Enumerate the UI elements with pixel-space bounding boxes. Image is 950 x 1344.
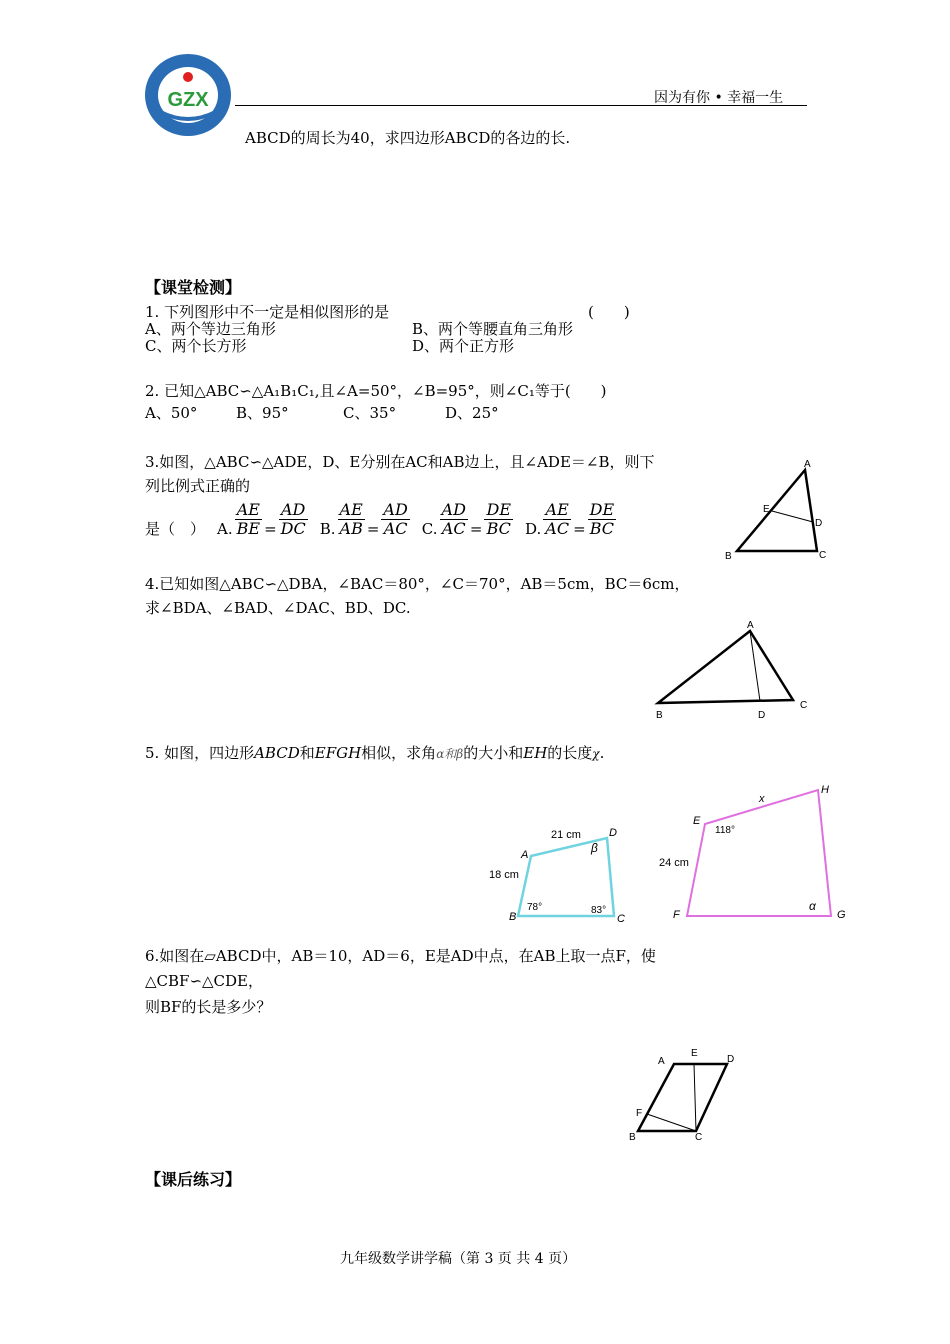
q5-label-e: E (693, 815, 701, 827)
q3-label-a: A (804, 459, 811, 470)
prev-problem-text: ABCD的周长为40，求四边形ABCD的各边的长. (245, 129, 571, 147)
q5-ang-b: 78° (527, 902, 543, 913)
q5-beta: β (591, 841, 598, 855)
q3-opt-b-label: B. (319, 519, 336, 538)
school-logo (143, 52, 233, 138)
q5-label-b: B (509, 911, 517, 923)
q3-options (145, 497, 618, 541)
q3-c-left-frac: $\frac{AD}{AC}$ (441, 499, 466, 538)
q5-label-g: G (837, 909, 846, 921)
q5-label-h: H (821, 784, 829, 796)
q6-label-e: E (691, 1048, 698, 1059)
q3-label-e: E (763, 504, 770, 515)
q3-d-eq: = (573, 519, 586, 538)
q2-option-b: B、95° (236, 404, 289, 422)
q6-line2: △CBF∽△CDE， (145, 972, 264, 990)
page-footer: 九年级数学讲学稿（第 3 页 共 4 页） (340, 1251, 577, 1267)
q4-label-d: D (758, 710, 766, 721)
q3-b-right-frac: $\frac{AD}{AC}$ (383, 499, 408, 538)
q1-option-c: C、两个长方形 (145, 337, 247, 355)
section-title-after: 【课后练习】 (145, 1170, 242, 1189)
q4-label-a: A (747, 620, 754, 631)
q5-figure-efgh (655, 778, 855, 928)
q1-paren: ( ) (588, 303, 630, 321)
q5-stem: 5. 如图，四边形ABCD和EFGH相似，求角α和β的大小和EH的长度χ. (145, 744, 605, 762)
q6-label-b: B (629, 1132, 636, 1143)
q1-stem: 1. 下列图形中不一定是相似图形的是 (145, 303, 390, 321)
section-title-check: 【课堂检测】 (145, 278, 242, 297)
header-rule (235, 105, 807, 106)
q6-line3: 则BF的长是多少？ (145, 998, 272, 1016)
q3-a-right-frac: $\frac{AD}{DC}$ (280, 499, 306, 538)
q3-line1: 3.如图，△ABC∽△ADE，D、E分别在AC和AB边上，且∠ADE＝∠B，则下 (145, 453, 655, 471)
q5-alpha: α (809, 899, 816, 913)
q2-option-c: C、35° (343, 404, 397, 422)
q5-figure-abcd (485, 818, 635, 928)
q4-line1: 4.已知如图△ABC∽△DBA，∠BAC＝80°，∠C＝70°，AB＝5cm，BC＝6cm， (145, 575, 690, 593)
q3-d-right-frac: $\frac{DE}{BC}$ (589, 499, 615, 538)
q2-stem: 2. 已知△ABC∽△A₁B₁C₁,且∠A=50°，∠B=95°，则∠C₁等于( ) (145, 382, 607, 400)
q1-option-a: A、两个等边三角形 (145, 320, 276, 338)
q5-len-ab: 18 cm (489, 869, 519, 881)
q6-label-d: D (727, 1054, 735, 1065)
q6-figure (625, 1042, 745, 1147)
q3-b-eq: = (366, 519, 380, 538)
q6-label-a: A (658, 1056, 665, 1067)
q6-line1: 6.如图在▱ABCD中，AB＝10，AD＝6，E是AD中点，在AB上取一点F，使 (145, 947, 656, 965)
q5-len-ef: 24 cm (659, 857, 689, 869)
q3-c-right-frac: $\frac{DE}{BC}$ (486, 499, 511, 538)
q5-label-f: F (673, 909, 680, 921)
q3-b-left-frac: $\frac{AE}{AB}$ (339, 499, 363, 538)
q3-opt-c-label: C. (421, 519, 438, 538)
logo-text: GZX (167, 89, 209, 111)
header-slogan: 因为有你 • 幸福一生 (654, 90, 784, 106)
q2-option-d: D、25° (445, 404, 499, 422)
q1-option-b: B、两个等腰直角三角形 (412, 320, 574, 338)
q3-c-eq: = (469, 519, 483, 538)
q5-label-d: D (609, 827, 617, 839)
q4-label-b: B (656, 710, 663, 721)
q3-opt-a-label: A. (217, 519, 233, 538)
q3-a-eq: = (264, 519, 277, 538)
q5-x-label: x (759, 793, 765, 805)
q2-option-a: A、50° (145, 404, 198, 422)
q5-label-c: C (617, 913, 625, 925)
q3-prefix: 是（ ） (145, 519, 206, 538)
q5-ang-e: 118° (715, 825, 735, 836)
q3-figure (720, 455, 835, 565)
q1-option-d: D、两个正方形 (412, 337, 515, 355)
q5-ang-c: 83° (591, 905, 607, 916)
q5-label-a: A (521, 849, 529, 861)
q3-a-left-frac: $\frac{AE}{BE}$ (236, 499, 261, 538)
q6-label-c: C (695, 1132, 703, 1143)
q3-label-b: B (725, 551, 732, 562)
q4-line2: 求∠BDA、∠BAD、∠DAC、BD、DC. (145, 599, 411, 617)
q5-len-ad: 21 cm (551, 829, 581, 841)
q3-line2: 列比例式正确的 (145, 477, 251, 495)
q3-opt-d-label: D. (525, 519, 542, 538)
q3-label-d: D (815, 518, 823, 529)
q6-label-f: F (636, 1108, 643, 1119)
q3-label-c: C (819, 550, 827, 561)
q3-d-left-frac: $\frac{AE}{AC}$ (545, 499, 570, 538)
q4-figure (650, 618, 815, 723)
q4-label-c: C (800, 700, 808, 711)
